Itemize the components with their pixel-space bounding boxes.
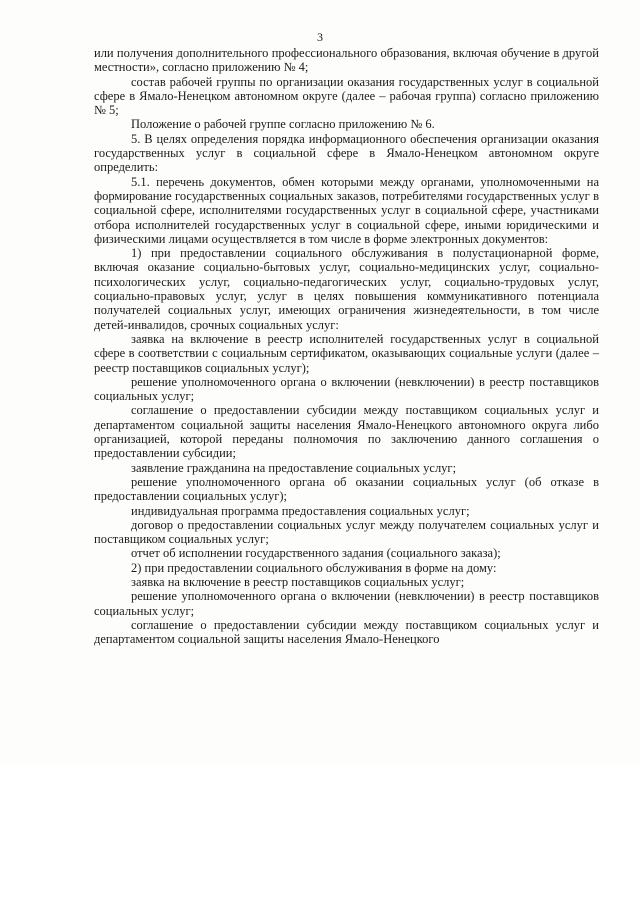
paragraph: индивидуальная программа предоставления социальных услуг; [131, 503, 470, 518]
document-body [94, 46, 599, 646]
paragraph: решение уполномоченного органа о включении (невключении) в реестр поставщиков социальных услуг; [94, 589, 599, 618]
paragraph: состав рабочей группы по организации оказания государственных услуг в социальной сфере в Ямало-Ненецком автономном округе (далее – рабочая группа) согласно приложению № 5; [94, 74, 599, 118]
paragraph: договор о предоставлении социальных услуг между получателем социальных услуг и поставщиком социальных услуг; [94, 517, 599, 547]
paragraph: заявка на включение в реестр поставщиков социальных услуг; [131, 574, 465, 589]
paragraph: 5. В целях определения порядка информационного обеспечения организации оказания государственных услуг в социальной сфере в Ямало-Ненецком автономном округе определить: [94, 131, 599, 175]
paragraph: решение уполномоченного органа об оказании социальных услуг (об отказе в предоставлении социальных услуг); [94, 474, 599, 504]
paragraph: Положение о рабочей группе согласно приложению № 6. [131, 117, 435, 132]
paragraph: или получения дополнительного профессионального образования, включая обучение в другой местности», согласно приложению № 4; [94, 46, 599, 75]
page-number: 3 [317, 30, 323, 44]
paragraph: соглашение о предоставлении субсидии между поставщиком социальных услуг и департаментом социальной защиты населения Ямало-Ненецкого [94, 617, 599, 647]
paragraph: 1) при предоставлении социального обслуживания в полустационарной форме, включая оказание социально-бытовых услуг, социально-медицинских услуг, социально-психологических услуг, социально-педагогических услуг, социально-трудовых услуг, социально-правовых услуг, услуг в целях повышения коммуникативного потенциала получателей социальных услуг, имеющих ограничения жизнедеятельности, в том числе детей-инвалидов, срочных социальных услуг: [94, 246, 599, 332]
paragraph: заявка на включение в реестр исполнителей государственных услуг в социальной сфере в соответствии с социальным сертификатом, оказывающих социальные услуги (далее – реестр поставщиков социальных услуг); [94, 331, 599, 375]
paragraph: соглашение о предоставлении субсидии между поставщиком социальных услуг и департаментом социальной защиты населения Ямало-Ненецкого автономного округа либо организацией, которой переданы полномочия по заключению данного соглашения о предоставлении субсидии; [94, 403, 599, 461]
paragraph: заявление гражданина на предоставление социальных услуг; [131, 460, 457, 475]
paragraph: 2) при предоставлении социального обслуживания в форме на дому: [131, 560, 497, 575]
paragraph: отчет об исполнении государственного задания (социального заказа); [131, 546, 501, 561]
paragraph: решение уполномоченного органа о включении (невключении) в реестр поставщиков социальных услуг; [94, 374, 599, 404]
paragraph: 5.1. перечень документов, обмен которыми между органами, уполномоченными на формирование государственных социальных заказов, потребителями государственных услуг в социальной сфере, исполнителями государственных услуг в социальной сфере, участниками отбора исполнителей государственных услуг в социальной сфере, иными юридическими и физическими лицами осуществляется в том числе в форме электронных документов: [94, 174, 599, 246]
blank-area [0, 765, 640, 905]
